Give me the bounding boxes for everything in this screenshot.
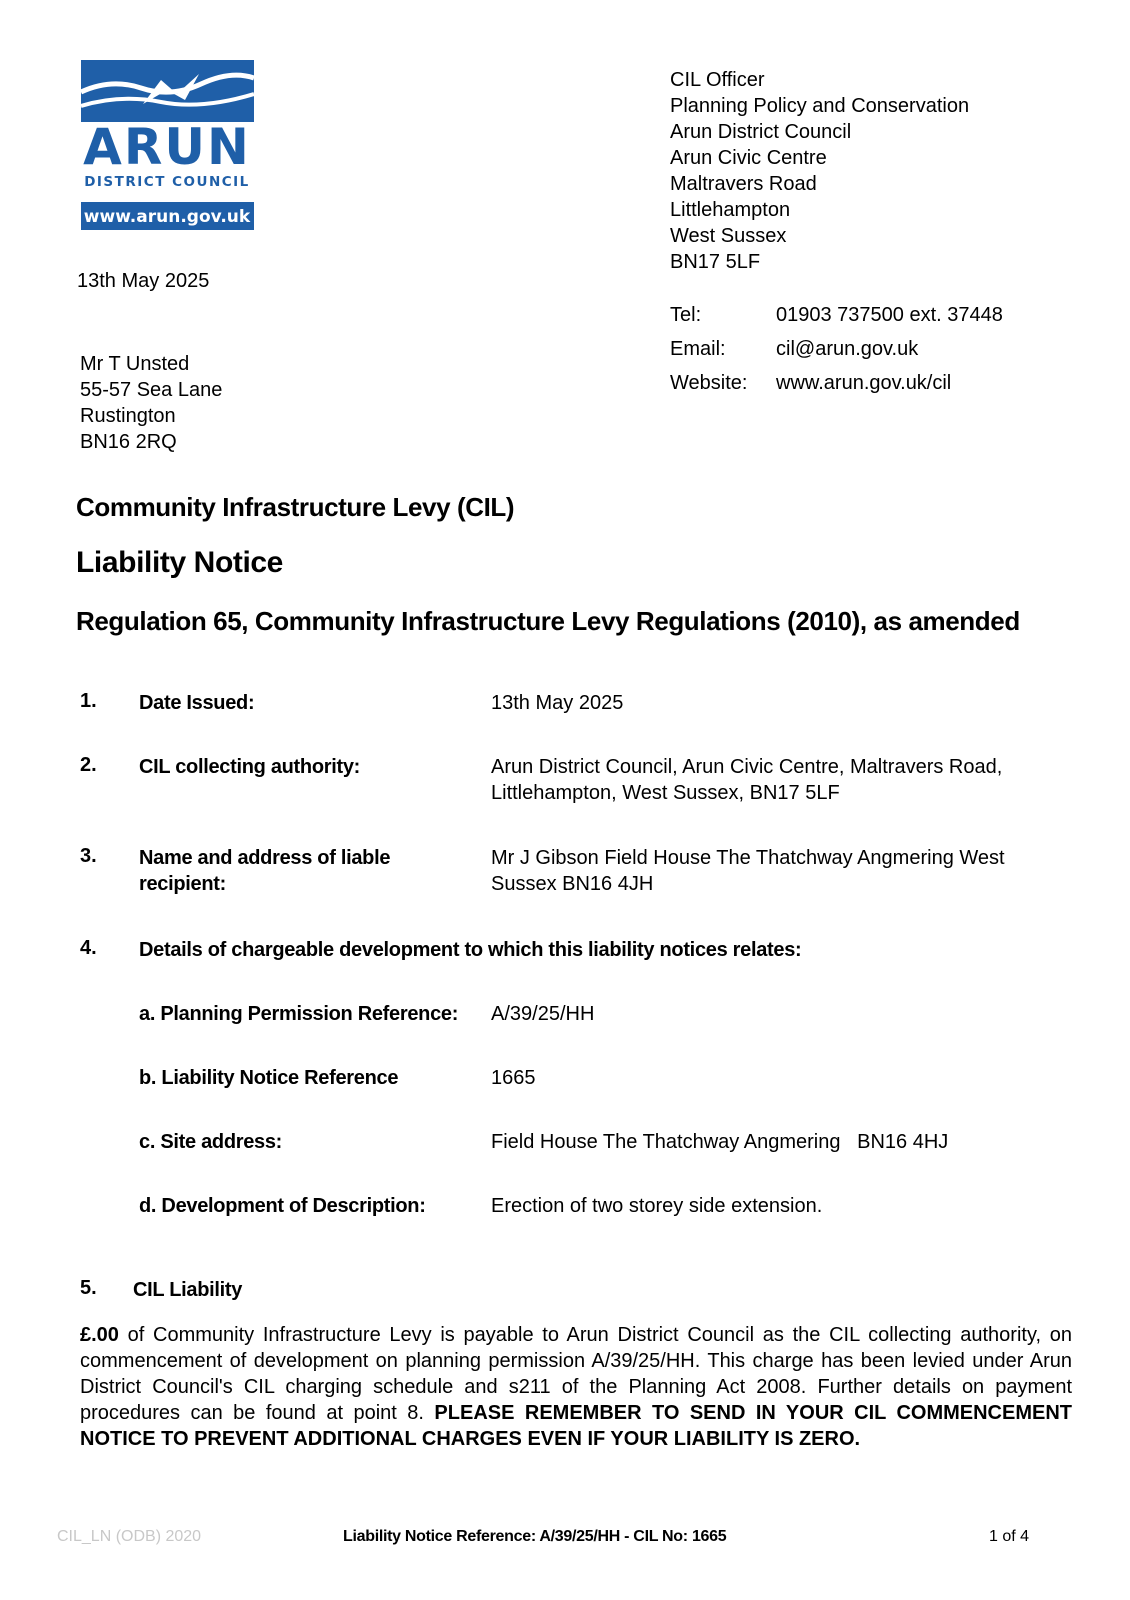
sender-line: Planning Policy and Conservation <box>670 95 970 117</box>
contact-tel <box>670 298 1003 332</box>
sender-line: West Sussex <box>670 225 787 247</box>
authority-value <box>491 754 1002 806</box>
planning-reference-label: a. Planning Permission Reference: <box>139 1003 459 1025</box>
item-number: 5. <box>80 1277 97 1299</box>
contact-label: Website: <box>670 371 748 394</box>
contact-value[interactable]: cil@arun.gov.uk <box>776 337 919 360</box>
liability-text: of Community Infrastructure Levy is payable to Arun District Council as the CIL collecting authority, on commencement of development on planning permission A/39/25/HH. This charge has been levied under Arun District Council's CIL charging schedule and s211 of the Planning Act 2008. Further details on payment procedures can be found at point 8. <box>80 1324 1072 1424</box>
arun-logo-graphic <box>81 60 254 232</box>
planning-reference-value: A/39/25/HH <box>491 1003 595 1025</box>
cil-liability-label: CIL Liability <box>133 1279 243 1301</box>
contact-website <box>670 366 1003 400</box>
council-logo <box>81 60 254 232</box>
document-heading: Community Infrastructure Levy (CIL) <box>76 492 515 522</box>
recipient-line: BN16 2RQ <box>80 431 177 453</box>
footer-reference: Liability Notice Reference: A/39/25/HH - CIL No: 1665 <box>343 1528 727 1545</box>
liable-recipient-label <box>139 845 390 897</box>
contact-value[interactable]: www.arun.gov.uk/cil <box>776 371 952 394</box>
item-number: 1. <box>80 690 97 712</box>
sender-line: Maltravers Road <box>670 173 817 195</box>
development-details-label: Details of chargeable development to which this liability notices relates: <box>139 939 802 961</box>
footer-form-code: CIL_LN (ODB) 2020 <box>57 1528 202 1545</box>
authority-line: Littlehampton, West Sussex, BN17 5LF <box>491 782 840 804</box>
liability-notice-ref-value: 1665 <box>491 1067 536 1089</box>
liability-notice-ref-label: b. Liability Notice Reference <box>139 1067 399 1089</box>
sender-line: Arun Civic Centre <box>670 147 827 169</box>
liability-emphasis: PLEASE REMEMBER TO SEND IN YOUR CIL COMMENCEMENT NOTICE TO PREVENT ADDITIONAL CHARGES EVEN IF YOUR LIABILITY IS ZERO. <box>80 1402 1072 1450</box>
date-issued-label: Date Issued: <box>139 692 255 714</box>
recipient-line: Rustington <box>80 405 176 427</box>
liability-paragraph <box>80 1322 1072 1452</box>
site-address-label: c. Site address: <box>139 1131 283 1153</box>
authority-line: Arun District Council, Arun Civic Centre, Maltravers Road, <box>491 756 1003 778</box>
sender-line: BN17 5LF <box>670 251 761 273</box>
date-issued-value: 13th May 2025 <box>491 692 624 714</box>
sender-address <box>670 67 969 275</box>
site-address-value: Field House The Thatchway Angmering BN16 4HJ <box>491 1131 949 1153</box>
sender-line: Arun District Council <box>670 121 852 143</box>
contact-details <box>670 298 1003 400</box>
contact-email <box>670 332 1003 366</box>
authority-label: CIL collecting authority: <box>139 756 361 778</box>
recipient-line: 55-57 Sea Lane <box>80 379 223 401</box>
recipient-address <box>80 351 222 455</box>
value-line: Sussex BN16 4JH <box>491 873 654 895</box>
sender-line: Littlehampton <box>670 199 791 221</box>
label-line: recipient: <box>139 873 227 895</box>
label-line: Name and address of liable <box>139 847 391 869</box>
page-number: 1 of 4 <box>989 1528 1030 1545</box>
sender-line: CIL Officer <box>670 69 765 91</box>
development-description-value: Erection of two storey side extension. <box>491 1195 823 1217</box>
contact-label: Email: <box>670 337 726 360</box>
logo-subtitle: DISTRICT COUNCIL <box>84 174 250 190</box>
development-description-label: d. Development of Description: <box>139 1195 426 1217</box>
liability-amount: £.00 <box>80 1324 119 1346</box>
contact-label: Tel: <box>670 303 702 326</box>
logo-url: www.arun.gov.uk <box>83 207 251 227</box>
liable-recipient-value <box>491 845 1005 897</box>
document-title: Liability Notice <box>76 546 283 579</box>
item-number: 4. <box>80 937 97 959</box>
contact-value: 01903 737500 ext. 37448 <box>776 303 1003 326</box>
item-number: 2. <box>80 754 97 776</box>
item-number: 3. <box>80 845 97 867</box>
value-line: Mr J Gibson Field House The Thatchway Angmering West <box>491 847 1005 869</box>
regulation-heading: Regulation 65, Community Infrastructure Levy Regulations (2010), as amended <box>76 606 1020 636</box>
logo-name: ARUN <box>83 118 251 176</box>
recipient-line: Mr T Unsted <box>80 353 190 375</box>
letter-date: 13th May 2025 <box>77 270 210 292</box>
